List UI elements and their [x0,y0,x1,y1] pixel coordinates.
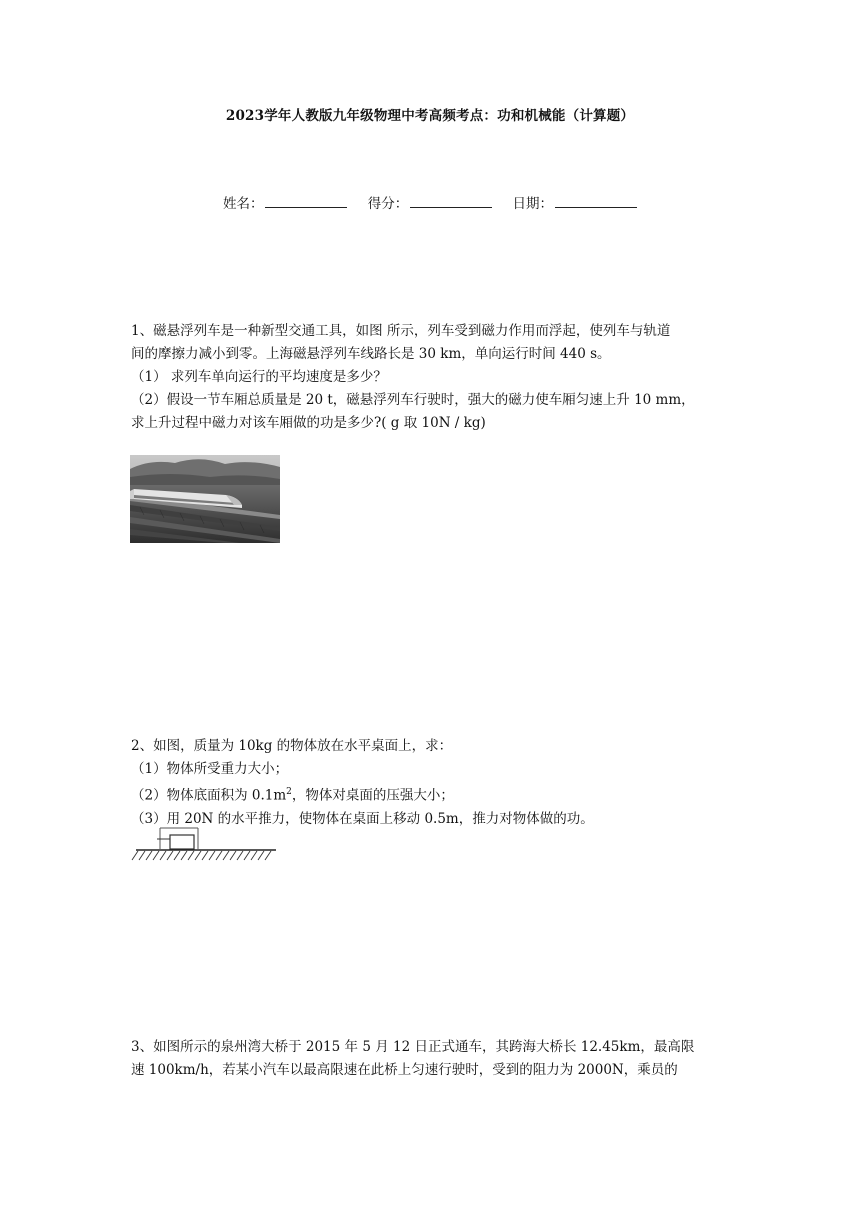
date-blank[interactable] [555,193,637,208]
q2-line-3-end: ，物体对桌面的压强大小； [291,787,454,804]
maglev-train-photo [130,455,280,543]
question-2 [131,735,741,831]
q2-line-3-start: （2）物体底面积为 0.1m [131,787,287,804]
score-label: 得分： [367,196,409,212]
q3-line-2: 速 100km/h，若某小汽车以最高限速在此桥上匀速行驶时，受到的阻力为 2000N，乘员的 [131,1062,678,1078]
q3-line-1: 3、如图所示的泉州湾大桥于 2015 年 5 月 12 日正式通车，其跨海大桥长 12.45km，最高限 [131,1039,695,1055]
q1-line-2: 间的摩擦力减小到零。上海磁悬浮列车线路长是 30 km，单向运行时间 440 s。 [131,346,611,362]
q1-line-4: （2）假设一节车厢总质量是 20 t，磁悬浮列车行驶时，强大的磁力使车厢匀速上升 10 mm， [131,392,695,408]
score-field [368,192,493,212]
q2-line-3 [131,781,741,808]
student-info-row [0,192,860,212]
q2-line-1: 2、如图，质量为 10kg 的物体放在水平桌面上，求： [131,738,453,754]
name-label: 姓名： [222,196,264,212]
question-1 [131,320,741,435]
date-label: 日期： [512,196,554,212]
q1-line-5: 求上升过程中磁力对该车厢做的功是多少?( g 取 10N / kg) [131,415,486,431]
q2-line-3-superscript: 2 [286,787,292,797]
q2-line-4: （3）用 20N 的水平推力，使物体在桌面上移动 0.5m，推力对物体做的功。 [131,810,594,827]
score-blank[interactable] [410,193,492,208]
q1-line-1: 1、磁悬浮列车是一种新型交通工具，如图 所示，列车受到磁力作用而浮起，使列车与轨道 [131,323,671,339]
name-field [223,192,348,212]
page-title: 2023学年人教版九年级物理中考高频考点：功和机械能（计算题） [225,108,635,124]
q1-line-3: （1） 求列车单向运行的平均速度是多少？ [131,369,387,385]
block-on-table-diagram [130,824,278,866]
name-blank[interactable] [265,193,347,208]
q2-line-2: （1）物体所受重力大小； [131,761,289,777]
date-field [513,192,638,212]
question-3 [131,1036,741,1082]
